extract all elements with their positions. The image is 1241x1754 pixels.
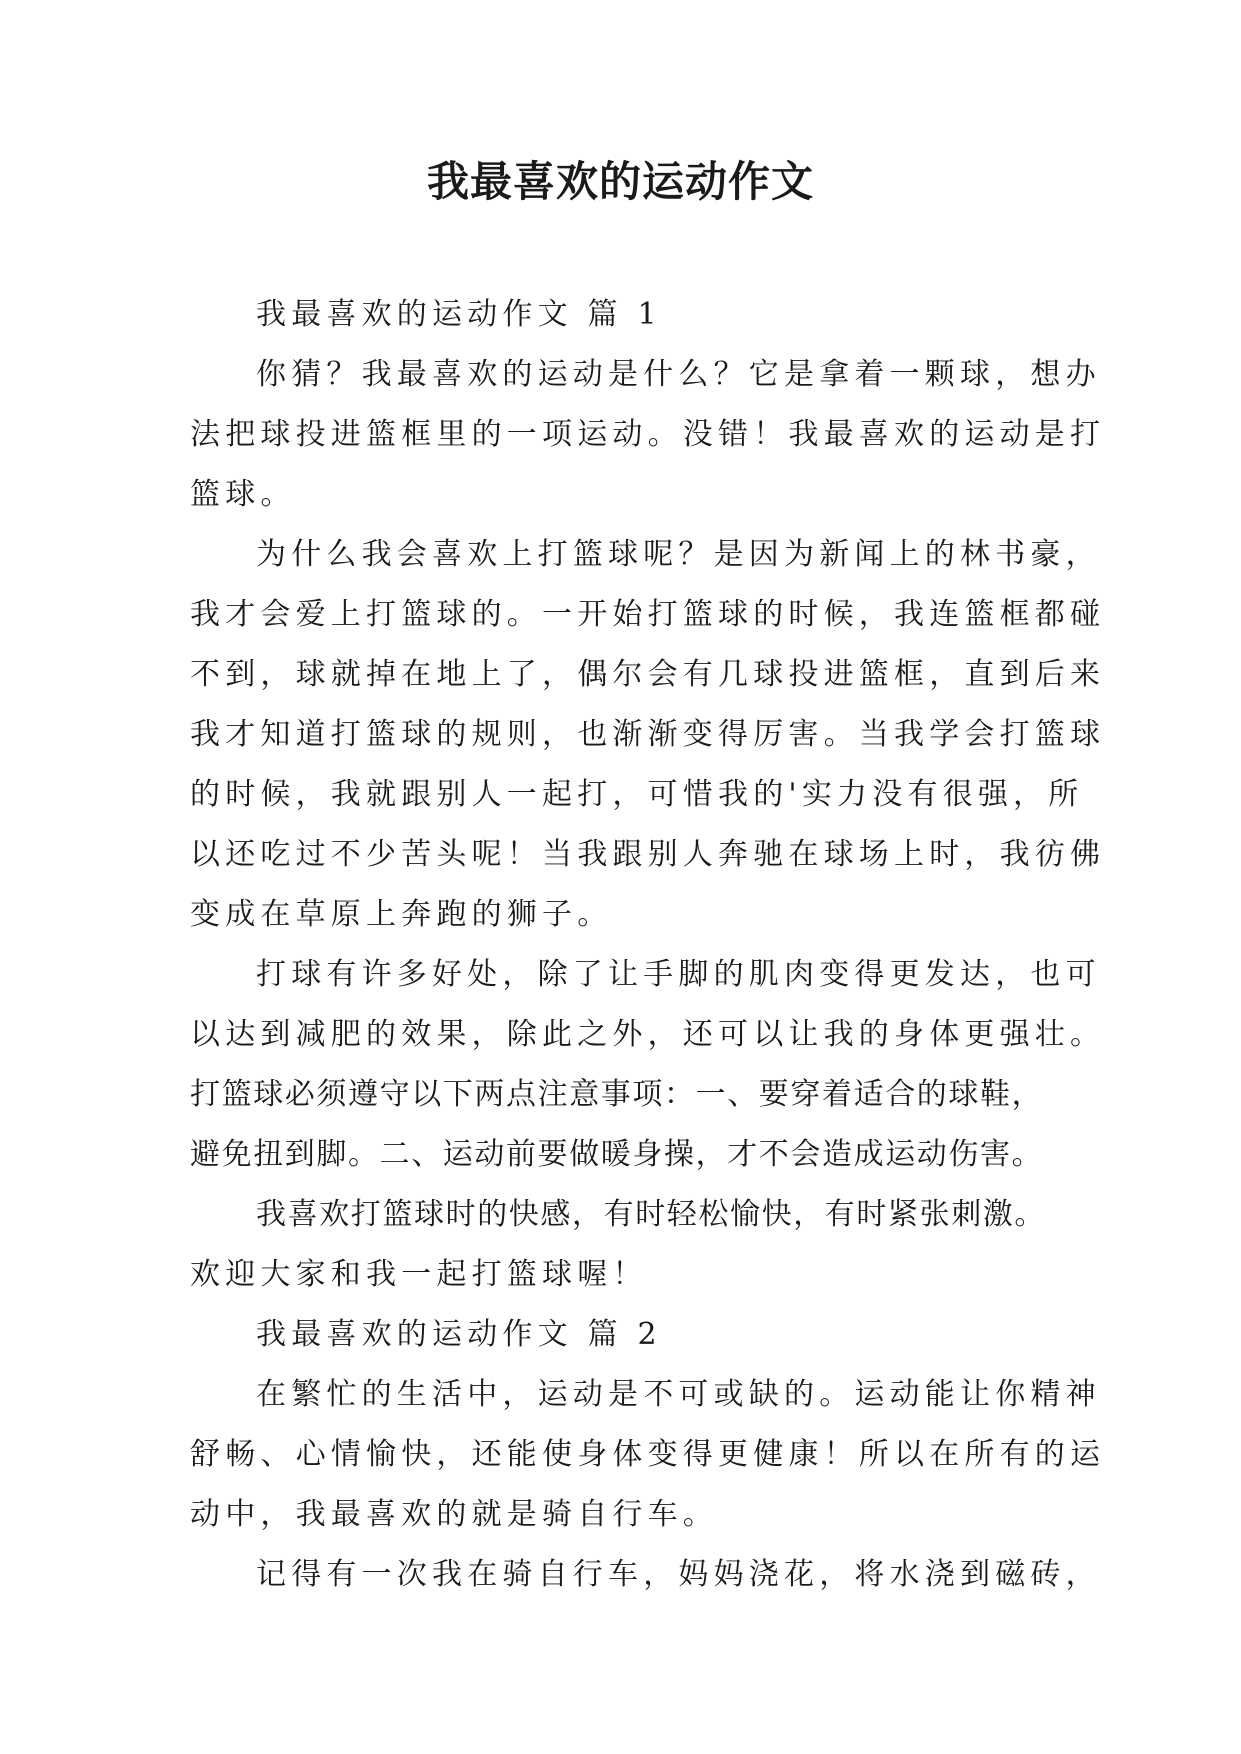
document-body <box>190 285 1106 1605</box>
paragraph-first-line: 我喜欢打篮球时的快感，有时轻松愉快，有时紧张刺激。 <box>256 1197 1046 1232</box>
paragraph-first-line: 打球有许多好处，除了让手脚的肌肉变得更发达，也可 <box>256 957 1101 992</box>
paragraph-first-line: 我最喜欢的运动作文 篇 1 <box>256 297 662 332</box>
paragraph-line: 打篮球必须遵守以下两点注意事项：一、要穿着适合的球鞋， <box>190 1077 1044 1112</box>
paragraph-line: 以达到减肥的效果，除此之外，还可以让我的身体更强壮。 <box>190 1017 1106 1052</box>
paragraph-line: 我才知道打篮球的规则，也渐渐变得厉害。当我学会打篮球 <box>190 717 1106 752</box>
paragraph-first-line: 在繁忙的生活中，运动是不可或缺的。运动能让你精神 <box>256 1377 1101 1412</box>
paragraph-line: 我才会爱上打篮球的。一开始打篮球的时候，我连篮框都碰 <box>190 597 1106 632</box>
paragraph-line: 避免扭到脚。二、运动前要做暖身操，才不会造成运动伤害。 <box>190 1137 1044 1172</box>
paragraph-first-line: 记得有一次我在骑自行车，妈妈浇花，将水浇到磁砖， <box>256 1557 1101 1592</box>
paragraph-line: 动中，我最喜欢的就是骑自行车。 <box>190 1497 718 1532</box>
paragraph-line: 变成在草原上奔跑的狮子。 <box>190 897 613 932</box>
paragraph-line: 的时候，我就跟别人一起打，可惜我的'实力没有很强，所 <box>190 777 1084 812</box>
paragraph-line: 篮球。 <box>190 477 296 512</box>
paragraph-first-line: 你猜？我最喜欢的运动是什么？它是拿着一颗球，想办 <box>256 357 1101 392</box>
paragraph-line: 舒畅、心情愉快，还能使身体变得更健康！所以在所有的运 <box>190 1437 1106 1472</box>
paragraph-line: 以还吃过不少苦头呢！当我跟别人奔驰在球场上时，我彷佛 <box>190 837 1106 872</box>
paragraph-first-line: 我最喜欢的运动作文 篇 2 <box>256 1317 662 1352</box>
paragraph-line: 欢迎大家和我一起打篮球喔！ <box>190 1257 648 1292</box>
document-title: 我最喜欢的运动作文 <box>426 157 814 206</box>
paragraph-line: 不到，球就掉在地上了，偶尔会有几球投进篮框，直到后来 <box>190 657 1106 692</box>
paragraph-line: 法把球投进篮框里的一项运动。没错！我最喜欢的运动是打 <box>190 417 1106 452</box>
paragraph-first-line: 为什么我会喜欢上打篮球呢？是因为新闻上的林书豪， <box>256 537 1101 572</box>
